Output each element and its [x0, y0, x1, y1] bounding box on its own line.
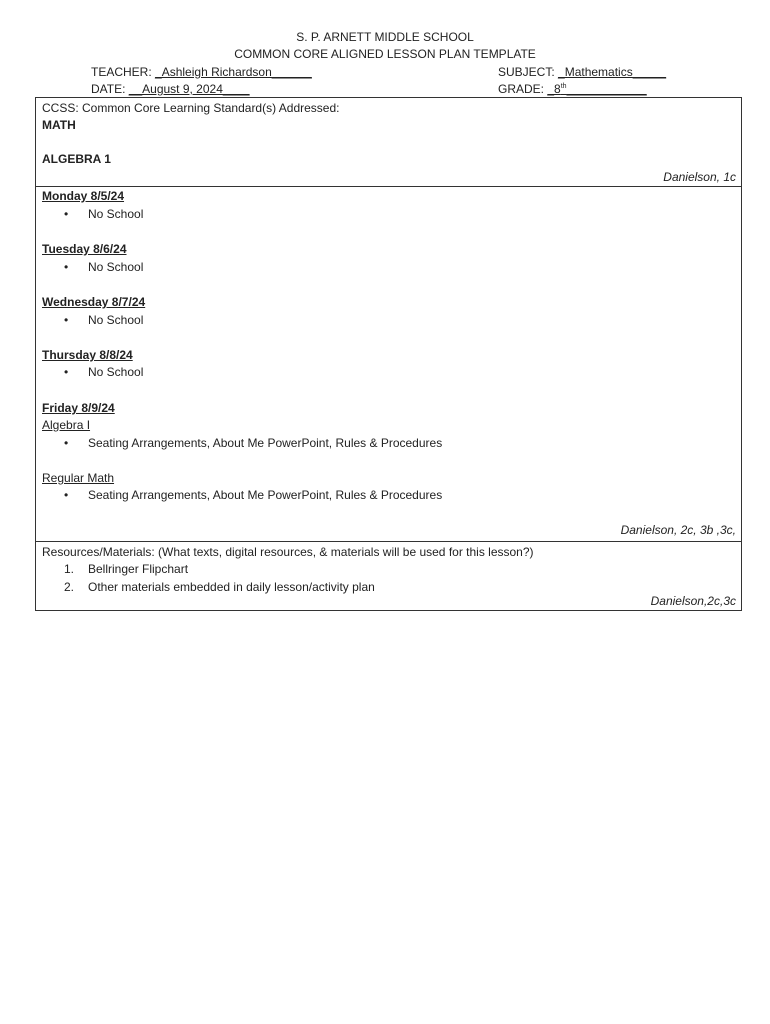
bullet-icon: • — [64, 313, 69, 327]
friday-algebra-label: Algebra I — [42, 418, 91, 432]
date-value: __August 9, 2024____ — [128, 82, 250, 96]
grade-field — [498, 82, 647, 96]
grade-prefix: _8 — [547, 82, 561, 96]
grade-sup: th — [560, 83, 567, 90]
friday-algebra-item — [64, 436, 442, 450]
bullet-icon: • — [64, 436, 69, 450]
bullet-icon: • — [64, 260, 69, 274]
day-item-text: No School — [88, 365, 144, 379]
teacher-field — [91, 65, 312, 79]
friday-danielson: Danielson, 2c, 3b ,3c, — [620, 523, 736, 537]
date-field — [91, 82, 250, 96]
day-label-wednesday: Wednesday 8/7/24 — [42, 295, 146, 309]
resources-heading: Resources/Materials: (What texts, digital resources, & materials will be used for this lesson?) — [42, 545, 534, 559]
subject-field — [498, 65, 666, 79]
standards-course: ALGEBRA 1 — [42, 152, 111, 166]
resources-section — [36, 542, 741, 610]
day-item-wednesday — [64, 313, 143, 327]
resource-number: 1. — [64, 562, 75, 576]
day-item-text: No School — [88, 313, 144, 327]
resource-text: Other materials embedded in daily lesson/activity plan — [88, 580, 375, 594]
lesson-plan-table — [35, 97, 742, 611]
bullet-icon: • — [64, 488, 69, 502]
day-item-monday — [64, 207, 143, 221]
teacher-value: _Ashleigh Richardson______ — [155, 65, 312, 79]
day-item-text: No School — [88, 207, 144, 221]
school-name: S. P. ARNETT MIDDLE SCHOOL — [296, 30, 474, 44]
grade-suffix: ____________ — [566, 82, 647, 96]
day-label-monday: Monday 8/5/24 — [42, 189, 125, 203]
day-label-tuesday: Tuesday 8/6/24 — [42, 242, 127, 256]
date-label: DATE: — [91, 82, 126, 96]
friday-algebra-text: Seating Arrangements, About Me PowerPoint, Rules & Procedures — [88, 436, 443, 450]
grade-value — [547, 82, 646, 96]
resource-text: Bellringer Flipchart — [88, 562, 189, 576]
subject-value: _Mathematics_____ — [558, 65, 667, 79]
teacher-label: TEACHER: — [91, 65, 152, 79]
friday-regular-text: Seating Arrangements, About Me PowerPoint, Rules & Procedures — [88, 488, 443, 502]
bullet-icon: • — [64, 365, 69, 379]
template-title: COMMON CORE ALIGNED LESSON PLAN TEMPLATE — [234, 47, 536, 61]
grade-label: GRADE: — [498, 82, 545, 96]
standards-section — [36, 98, 741, 187]
friday-regular-item — [64, 488, 442, 502]
subject-label: SUBJECT: — [498, 65, 555, 79]
day-item-tuesday — [64, 260, 143, 274]
resource-item-2 — [64, 580, 375, 594]
daily-plan-section — [36, 187, 741, 542]
standards-subject: MATH — [42, 118, 76, 132]
standards-danielson: Danielson, 1c — [663, 170, 736, 184]
standards-heading: CCSS: Common Core Learning Standard(s) Addressed: — [42, 101, 340, 115]
day-item-text: No School — [88, 260, 144, 274]
resource-item-1 — [64, 562, 188, 576]
day-item-thursday — [64, 365, 143, 379]
friday-regular-label: Regular Math — [42, 471, 115, 485]
bullet-icon: • — [64, 207, 69, 221]
day-label-thursday: Thursday 8/8/24 — [42, 348, 133, 362]
resources-danielson: Danielson,2c,3c — [650, 594, 736, 608]
day-label-friday: Friday 8/9/24 — [42, 401, 115, 415]
resource-number: 2. — [64, 580, 75, 594]
